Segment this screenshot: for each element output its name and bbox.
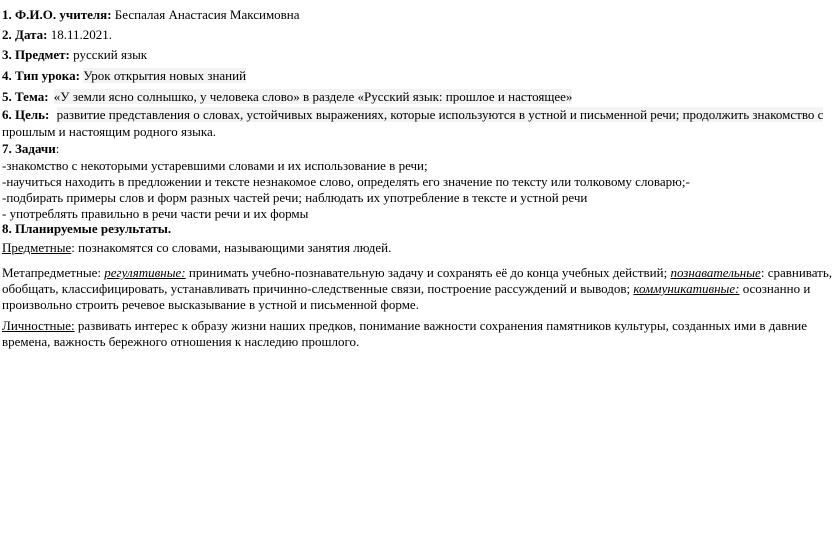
cognitive-label: познавательные	[670, 265, 761, 280]
subject-results-text: : познакомятся со словами, называющими занятия людей.	[71, 240, 392, 255]
teacher-label: 1. Ф.И.О. учителя:	[2, 7, 112, 22]
goal-line-1	[2, 107, 823, 123]
goal-line-2	[2, 124, 216, 140]
meta-results-line-2	[2, 281, 810, 297]
task-item: -знакомство с некоторыми устаревшими словами и их использование в речи;	[2, 158, 428, 173]
goal-label: 6. Цель:	[2, 107, 50, 122]
subject-results-line	[2, 240, 391, 256]
meta-results-line-3: произвольно строить речевое высказывание в устной и письменной форме.	[2, 297, 419, 312]
cognitive-text: : сравнивать,	[760, 265, 832, 280]
task-item: -научиться находить в предложении и тексте незнакомое слово, определять его значение по тексту или толковому словарю;-	[2, 174, 690, 189]
topic-line	[2, 89, 572, 105]
date-label: 2. Дата:	[2, 27, 48, 42]
teacher-value: Беспалая Анастасия Максимовна	[111, 7, 300, 22]
date-value: 18.11.2021.	[47, 27, 113, 42]
personal-results-line-2: времена, важность бережного отношения к наследию прошлого.	[2, 334, 360, 349]
lesson-type-label: 4. Тип урока:	[2, 68, 80, 83]
regulative-text: принимать учебно-познавательную задачу и сохранять её до конца учебных действий;	[185, 265, 671, 280]
task-item: - употреблять правильно в речи части речи и их формы	[2, 206, 309, 221]
meta-results-label: Метапредметные:	[2, 265, 105, 280]
personal-results-line-1	[2, 318, 807, 334]
results-heading: 8. Планируемые результаты.	[2, 221, 172, 236]
lesson-type-line	[2, 68, 246, 84]
goal-value-2: прошлым и настоящим родного языка.	[2, 124, 216, 139]
subject-results-label: Предметные	[2, 240, 72, 255]
meta-results-line-1	[2, 265, 832, 281]
personal-results-text-1: развивать интерес к образу жизни наших предков, понимание важности сохранения памятников культуры, созданных ими в давние	[74, 318, 808, 333]
date-line	[2, 27, 112, 43]
personal-results-label: Личностные:	[2, 318, 75, 333]
communicative-text: осознанно и	[739, 281, 811, 296]
subject-label: 3. Предмет:	[2, 47, 70, 62]
communicative-label: коммуникативные:	[633, 281, 740, 296]
tasks-label: 7. Задачи	[2, 141, 56, 156]
lesson-type-value: Урок открытия новых знаний	[83, 68, 247, 83]
teacher-line	[2, 7, 300, 23]
subject-value: русский язык	[69, 47, 148, 62]
regulative-label: регулятивные:	[104, 265, 186, 280]
task-item: -подбирать примеры слов и форм разных частей речи; наблюдать их употребление в тексте и устной речи	[2, 190, 588, 205]
goal-value-1: развитие представления о словах, устойчивых выражениях, которые используются в устной и письменной речи; продолжить знакомство с	[56, 107, 824, 122]
topic-label: 5. Тема:	[2, 89, 49, 104]
subject-line	[2, 47, 147, 63]
tasks-colon: :	[55, 141, 60, 156]
meta-results-text-2: обобщать, классифицировать, устанавливать причинно-следственные связи, построение рассуждений и выводов;	[2, 281, 634, 296]
topic-value: «У земли ясно солнышко, у человека слово» в разделе «Русский язык: прошлое и настоящее»	[53, 89, 573, 104]
tasks-heading	[2, 141, 59, 157]
